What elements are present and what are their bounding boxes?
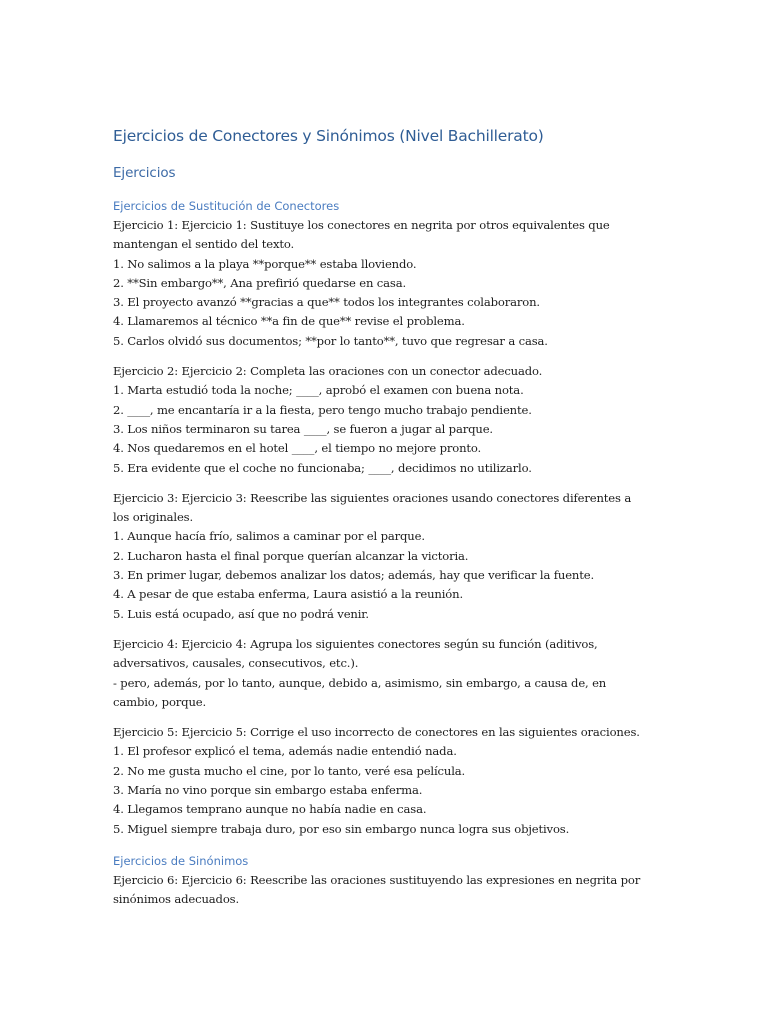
exercise-line: cambio, porque. [113,694,207,709]
exercise-line: 2. Lucharon hasta el final porque querían alcanzar la victoria. [113,548,469,563]
exercise-line: 5. Luis está ocupado, así que no podrá venir. [113,606,369,621]
exercise-block [113,723,658,839]
exercise-block [113,362,658,478]
exercise-line: sinónimos adecuados. [113,892,239,907]
exercise-line: 4. Nos quedaremos en el hotel ____, el tiempo no mejore pronto. [113,441,482,456]
exercise-line: mantengan el sentido del texto. [113,237,295,252]
exercise-line: Ejercicio 6: Ejercicio 6: Reescribe las oraciones sustituyendo las expresiones en negrita por [113,872,641,887]
exercise-line: 2. ____, me encantaría ir a la fiesta, pero tengo mucho trabajo pendiente. [113,402,532,417]
exercise-line: Ejercicio 4: Ejercicio 4: Agrupa los siguientes conectores según su función (aditivos, [113,636,598,651]
subsection-heading: Ejercicios de Sinónimos [113,853,249,868]
exercise-line: 1. El profesor explicó el tema, además nadie entendió nada. [113,744,457,759]
exercise-line: adversativos, causales, consecutivos, etc.). [113,656,359,671]
exercise-line: los originales. [113,510,194,525]
exercise-line: 4. Llamaremos al técnico **a fin de que** revise el problema. [113,314,465,329]
exercise-line: 1. Aunque hacía frío, salimos a caminar por el parque. [113,529,425,544]
exercise-line: 4. A pesar de que estaba enferma, Laura asistió a la reunión. [113,587,463,602]
exercise-line: Ejercicio 5: Ejercicio 5: Corrige el uso incorrecto de conectores en las siguientes oraciones. [113,725,640,740]
exercise-line: 5. Miguel siempre trabaja duro, por eso sin embargo nunca logra sus objetivos. [113,821,570,836]
exercise-line: 1. Marta estudió toda la noche; ____, aprobó el examen con buena nota. [113,383,524,398]
document-title: Ejercicios de Conectores y Sinónimos (Nivel Bachillerato) [113,127,544,145]
exercise-line: 1. No salimos a la playa **porque** estaba lloviendo. [113,256,417,271]
exercise-block [113,635,658,712]
exercise-line: 3. Los niños terminaron su tarea ____, se fueron a jugar al parque. [113,421,493,436]
exercise-line: 3. María no vino porque sin embargo estaba enferma. [113,783,423,798]
exercise-line: Ejercicio 2: Ejercicio 2: Completa las oraciones con un conector adecuado. [113,364,543,379]
subsections [113,198,658,910]
exercise-line: Ejercicio 3: Ejercicio 3: Reescribe las siguientes oraciones usando conectores diferentes a [113,490,632,505]
exercise-line: 2. **Sin embargo**, Ana prefirió quedarse en casa. [113,275,407,290]
section-heading: Ejercicios [113,165,176,181]
exercise-line: 3. En primer lugar, debemos analizar los datos; además, hay que verificar la fuente. [113,568,594,583]
exercise-block [113,489,658,624]
exercise-line: 5. Era evidente que el coche no funcionaba; ____, decidimos no utilizarlo. [113,460,532,475]
exercise-line: 5. Carlos olvidó sus documentos; **por lo tanto**, tuvo que regresar a casa. [113,333,548,348]
exercise-line: Ejercicio 1: Ejercicio 1: Sustituye los conectores en negrita por otros equivalentes que [113,218,610,232]
exercise-line: 4. Llegamos temprano aunque no había nadie en casa. [113,802,427,817]
exercise-block [113,871,658,910]
document-content [113,124,658,910]
exercise-line: - pero, además, por lo tanto, aunque, debido a, asimismo, sin embargo, a causa de, en [113,675,607,690]
exercise-line: 3. El proyecto avanzó **gracias a que** todos los integrantes colaboraron. [113,295,540,310]
exercise-line: 2. No me gusta mucho el cine, por lo tanto, veré esa película. [113,763,466,778]
exercise-block [113,216,658,351]
subsection-heading: Ejercicios de Sustitución de Conectores [113,199,340,213]
